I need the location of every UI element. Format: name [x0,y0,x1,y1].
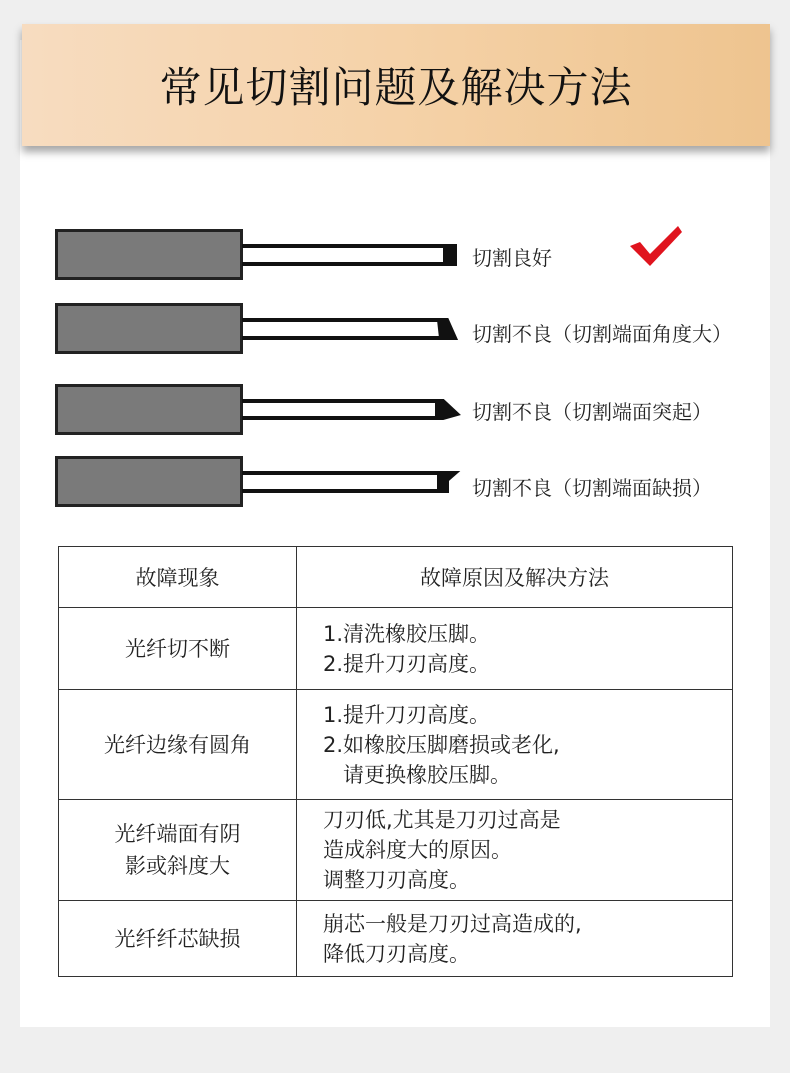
symptom-text: 影或斜度大 [125,854,230,878]
solution-line: 崩芯一般是刀刃过高造成的, [323,911,582,936]
symptom-text: 光纤切不断 [125,636,230,661]
solution-cell [297,690,733,800]
table-row [59,901,733,977]
solution-cell [297,800,733,901]
checkmark-icon [628,224,684,272]
fiber-diagram-good [55,229,465,281]
symptom-cell [59,800,297,901]
symptom-cell [59,901,297,977]
symptom-cell [59,690,297,800]
troubleshooting-table [58,546,733,977]
symptom-text: 光纤纤芯缺损 [114,926,241,951]
solution-line: 1.提升刀刃高度。 [323,702,491,727]
fiber-label-chipped: 切割不良（切割端面缺损） [472,476,712,500]
solution-line: 1.清洗橡胶压脚。 [323,621,491,646]
solution-line: 请更换橡胶压脚。 [343,762,511,787]
solution-cell [297,608,733,690]
header-symptom: 故障现象 [59,547,297,608]
solution-line: 造成斜度大的原因。 [323,838,512,862]
solution-cell [297,901,733,977]
fiber-label-angled: 切割不良（切割端面角度大） [472,322,732,346]
fiber-label-good: 切割良好 [472,246,552,270]
table-header-row [59,547,733,608]
solution-line: 调整刀刃高度。 [323,868,470,892]
solution-line: 2.提升刀刃高度。 [323,651,491,676]
solution-line: 2.如橡胶压脚磨损或老化, [323,732,560,757]
table-row [59,608,733,690]
solution-line: 降低刀刃高度。 [323,941,470,966]
fiber-diagram-angled [55,303,465,355]
symptom-text: 光纤边缘有圆角 [104,732,251,757]
solution-line: 刀刃低,尤其是刀刃过高是 [323,808,561,832]
header-solution: 故障原因及解决方法 [297,547,733,608]
table-row [59,800,733,901]
symptom-cell [59,608,297,690]
symptom-text: 光纤端面有阴 [114,822,241,846]
page-title: 常见切割问题及解决方法 [159,63,633,112]
fiber-label-bump: 切割不良（切割端面突起） [472,400,712,424]
title-banner [22,24,770,146]
table-row [59,690,733,800]
fiber-diagram-chipped [55,456,465,508]
fiber-diagram-bump [55,384,465,436]
